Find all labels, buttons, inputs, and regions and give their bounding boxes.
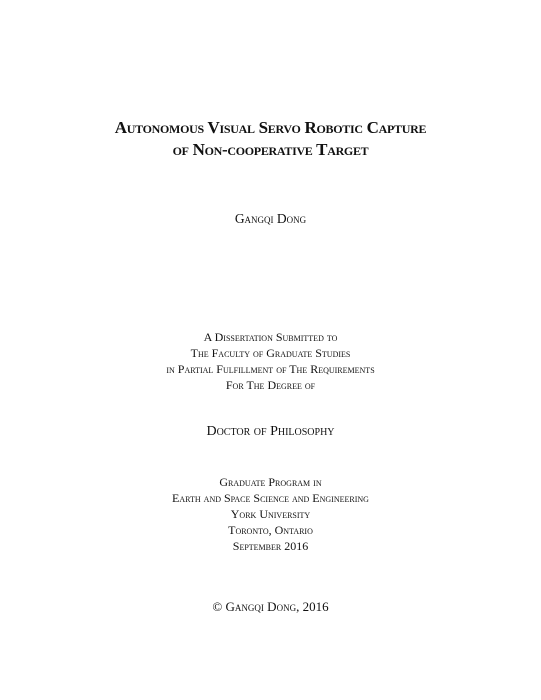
university-name: York University (230, 507, 311, 521)
submission-line: A Dissertation Submitted to (203, 330, 338, 344)
dissertation-title (0, 117, 541, 161)
submission-line: The Faculty of Graduate Studies (190, 346, 351, 360)
program-info (0, 474, 541, 554)
degree-name: Doctor of Philosophy (206, 424, 335, 439)
submission-statement (0, 329, 541, 393)
title-line-2: of Non-cooperative Target (172, 140, 369, 159)
submission-line: For The Degree of (225, 378, 316, 392)
title-line-1: Autonomous Visual Servo Robotic Capture (114, 118, 427, 137)
author-name: Gangqi Dong (234, 211, 307, 226)
copyright-notice: © Gangqi Dong, 2016 (212, 599, 329, 614)
submission-line: in Partial Fulfillment of The Requirements (166, 362, 375, 376)
location: Toronto, Ontario (228, 523, 313, 537)
program-line: Graduate Program in (219, 475, 322, 489)
date: September 2016 (232, 539, 309, 553)
program-line: Earth and Space Science and Engineering (172, 491, 369, 505)
